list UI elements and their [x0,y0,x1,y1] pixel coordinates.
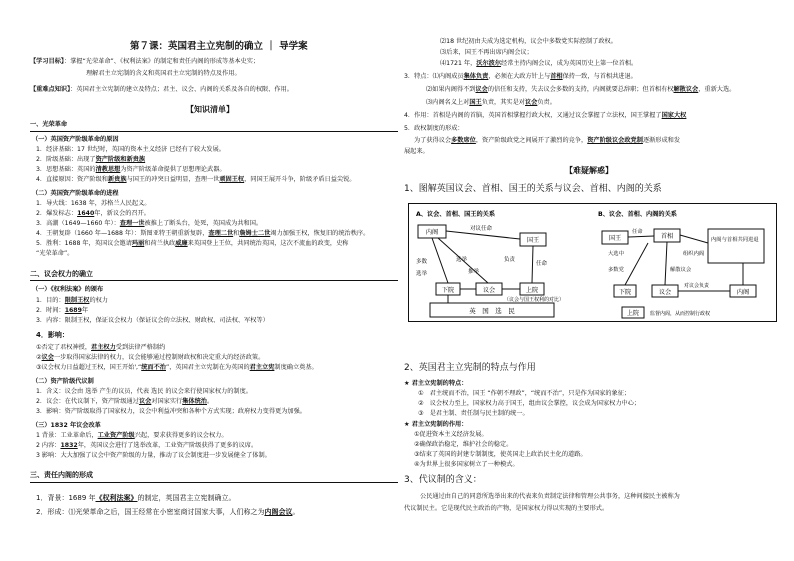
rep-2-d: 集体统治 [182,398,207,405]
effect-2: ②确保政治稳定，维护社会的稳定。 [414,441,513,448]
bill-time-b: 1689 [64,307,82,314]
b-label-appoint: 任命 [632,229,643,235]
process-5-d: 威廉 [175,240,188,247]
a-arrow-king-cabinet [446,231,520,239]
party-e: 逐渐形成和发 [642,137,681,144]
bill-purpose-d: 的权力 [89,297,108,304]
b-label-supervise: 监督内阁，从而控制行政权 [650,311,711,317]
feature-1-c: ，必须在大政方针上与 [488,73,551,80]
cause-2-c: 新贵族 [126,156,146,163]
impact-3-e: 制度确立奠基。 [274,364,318,371]
process-4-c: 和 [233,230,240,237]
cause-4-e: ，同国王展开斗争，阶级矛盾日益尖锐。 [244,176,356,183]
effects-heading: ★ 君主立宪制的作用： [404,421,468,428]
process-2 [36,210,150,218]
cause-2 [36,156,145,164]
a-label-appoint2: 任命 [536,261,548,267]
cabinet-bg-c: 的制定，英国君主立宪制确立。 [137,494,236,502]
impact-2-c: 一步取得国家法律的权力，议会能够通过控制财政权和决定重大的经济政策。 [53,354,265,361]
bill-content: 3．内容：限制王权，保证议会权力（保证议会的立法权、财政权、司法权、军权等） [36,317,269,324]
feature-3-d: 议会 [525,99,538,106]
process-5-a: 5．胜利：1688 年，英国议会邀请 [36,240,132,247]
rep-2-c: 对国家实行 [151,398,183,405]
left-column [30,0,398,561]
feature-2 [426,86,735,94]
question-3: 3、代议制的含义： [404,475,482,485]
cabinet-background [36,494,236,502]
feature-1 [404,73,637,81]
reform-1 [36,432,228,440]
a-note: （议会与国王权利的对比） [504,297,565,303]
feature-3-a: ⑶内阁名义上对 [426,99,470,106]
reform-1-a: 1 背景：工业革命后， [36,432,98,439]
party-system-line2: 展起来。 [404,148,429,155]
difficulty-heading: 【难疑解惑】 [565,166,613,175]
key-label: 【重难点知识】 [30,86,71,93]
rep-1: 1．含义：议会由 选举 产生的议员，代表 选民 的议会来行使国家权力的制度。 [36,388,252,395]
b-label-responsible: 对议会负责 [684,283,710,289]
a-voters-label: 英 国 选 民 [469,307,515,315]
role-b: 国家大权 [661,112,687,119]
bill-impact-heading: 4．影响： [36,331,69,339]
formation-4-a: ⑷1721 年， [440,60,477,67]
b-label-dissolve: 解散议会 [670,267,692,273]
party-system-head: 5．政权制度的形成： [404,125,464,132]
diagram-a-title: A、议会、首相、国王的关系 [416,211,496,218]
feature-2-b: 议会 [475,86,488,93]
bill-time [36,307,88,315]
feature-2-d: 解散议会 [673,86,699,93]
process-4-e: 竭力加强王权，恢复旧的统治秩序。 [270,230,370,237]
goals-label: 【学习目标】 [30,58,65,65]
a-lords-label: 上院 [525,287,539,294]
process-5-cont: “光荣革命”。 [36,250,74,257]
cause-4-c: 与国王的冲突日益明显，查理一世 [126,176,220,183]
feature-1-d: 首相 [550,73,563,80]
feature-3-c: 负责，其实是对 [481,99,525,106]
b-pm-label: 首相 [660,233,674,240]
impact-2 [36,354,264,362]
cause-2-a: 2．阶级基础：出现了 [36,156,96,163]
impact-3 [36,364,318,372]
b-cabinet-note-box [708,229,764,263]
meaning-line1: 公民通过由自己的同意所选举出来的代表来负责制定法律和管理公共事务，这种间接民主被称为 [420,493,680,500]
cause-3 [36,166,226,174]
section3-divider [30,482,398,483]
b-label-majority: 多数党 [608,267,624,273]
b-parliament-label: 议会 [658,289,672,296]
a-arrow-king-lords [532,246,533,283]
feature-3 [426,99,556,107]
trait-1: ① 君主统而不治，国王 “作朝不理政”，“统而不治”，只是作为国家的象征； [418,390,631,397]
relationship-diagrams [408,203,778,323]
meaning-line2: 代议制民主。它是现代民主政治的产物，是国家权力得以实现的主要形式。 [404,505,609,512]
party-a: 为了获得议会 [414,137,452,144]
effect-3: ③结束了英国的封建专制制度，使英国走上政治民主化的道路。 [414,451,587,458]
impact-3-d: 君主立宪 [249,364,275,371]
cabinet-bg-a: 1．背景：1689 年 [36,494,96,502]
rep-2-e: 。 [207,398,214,405]
impact-1-c: 受到法律严格制约 [115,344,166,351]
question-1: 1、图解英国议会、首相、国王的关系与议会、首相、内阁的关系 [404,184,662,194]
feature-3-e: 负责。 [537,99,556,106]
impact-1-b: 君主权力 [91,344,116,351]
section2-sub1: （一）《权利法案》的颁布 [32,286,104,293]
a-king-label: 国王 [526,237,540,244]
a-label-elect: 选举 [456,257,468,263]
feature-1-a: 3．特点：⑴内阁成员 [404,73,464,80]
section1-heading: 一、光荣革命 [30,121,68,128]
feature-2-c: 的信任和支持，失去议会多数的支持，内阁就要总辞职；但首相有权 [487,86,674,93]
a-cabinet-label: 内阁 [425,229,439,236]
cabinet-form-b: 内阁会议 [264,508,293,516]
bill-purpose-a: 1．目的： [36,297,65,304]
b-arrow-king-pm [628,236,654,237]
b-arrow-pm-parl [665,242,667,285]
feature-3-b: 国王 [469,99,482,106]
process-3-c: 被推上了断头台，处死，英国成为共和国。 [144,220,263,227]
impact-2-a: ② [36,354,42,361]
bill-time-a: 2．时间： [36,307,65,314]
cause-3-b: 清教思想 [95,166,121,173]
party-b: 多数席位 [451,137,476,144]
process-4 [36,230,369,238]
reform-2-c: 年，英国议会进行了选举改革，工业资产阶级获得了更多的议席。 [77,442,258,449]
bill-time-c: 年 [81,307,89,314]
cabinet-formation [36,508,299,516]
bill-purpose-c: 王权 [77,297,90,304]
reform-2-a: 2 内容： [36,442,61,449]
reform-2 [36,442,257,450]
formation-4 [440,60,637,68]
b-cabinet-note: 内阁与首相共同进退 [711,237,759,243]
formation-4-c: 经常主持内阁会议，成为英国历史上第一位首相。 [501,60,638,67]
formation-2: ⑵18 世纪初由夫成为选定机构，议会中多数党实际控制了政权。 [440,38,617,45]
features-heading: ★ 君主立宪制的特点： [404,380,468,387]
cause-4 [36,176,356,184]
rep-2-a: 2．议会：在代议制下，资产阶级通过 [36,398,139,405]
party-c: ，资产阶级政党之间展开了激烈的竞争， [475,137,588,144]
feature-1-e: 保持一致，与首相共进退。 [562,73,637,80]
b-label-election: 大选中 [608,251,624,257]
section1-sub2: （二）英国资产阶级革命的进程 [32,190,119,197]
process-4-a: 4．王朝复辟（1660 年—1688 年）：斯图亚特王朝重新复辟， [36,230,209,237]
party-d: 资产阶级议会政党制 [587,137,643,144]
impact-3-a: ③议会权力日益超过王权，国王开始',“ [36,364,142,371]
feature-2-e: ，重新大选。 [698,86,736,93]
section3-heading: 三、责任内阁的形成 [30,471,93,479]
section1-divider [30,131,398,132]
reform-3: 3 影响：大大加强了议会中资产阶级的力量，推动了议会制度进一步发展健全了体制。 [36,452,271,459]
rep-3: 3．影响：资产阶级取得了国家权力，议会中利益冲突和各种个方式实现；政府权力变得更为加强。 [36,408,306,415]
trait-2: ② 议会权力至上，国家权力高于国王，组由议会掌控，议会成为国家权力中心； [418,400,641,407]
rep-2-b: 议会 [138,398,152,405]
feature-2-a: ⑵如果内阁得不到 [426,86,476,93]
cause-2-b: 资产阶级和 [95,156,127,163]
process-1: 1．导火线：1638 年，苏格兰人民起义。 [36,200,151,207]
impact-2-b: 议会 [41,354,54,361]
process-5-e: 来英国登上王位，共同统治英国，这次不流血的政变，史称 [187,240,349,247]
cabinet-bg-b: 《权利法案》 [95,494,138,502]
cause-3-c: 为资产阶级革命提供了思想理论武器。 [120,166,226,173]
section2-heading: 二、议会权力的确立 [30,270,93,278]
a-commons-label: 下院 [441,287,455,294]
impact-1 [36,344,165,352]
a-label-nominate: 推举 [468,269,480,275]
bill-purpose-b: 限制 [64,297,78,304]
reform-2-b: 1832 [60,442,78,449]
trait-3: ③ 是君主制、责任制与民主制的统一。 [418,410,529,417]
b-arrow-pm-commons [625,243,648,285]
cause-4-b: 新贵族 [108,176,127,183]
cabinet-form-a: 2．形成：⑴光荣革命之后，国王经常在小密室商讨国家大事，人们称之为 [36,508,265,516]
a-label-responsible: 负责 [504,257,516,263]
cause-4-d: 顽固王权 [219,176,245,183]
effect-4: ④为世界上很多国家树立了一种模式。 [414,461,519,468]
cabinet-form-c: 。 [292,508,300,516]
process-5 [36,240,348,248]
reform-1-b: 工业资产阶级 [97,432,135,439]
process-5-c: 和荷兰执政 [144,240,176,247]
goals-line2: 理解君主立宪制的含义和英国君主立宪制的特点及作用。 [86,70,241,77]
cause-4-a: 4．直接原因：资产阶级和 [36,176,108,183]
cause-1: 1．经济基础：17 世纪时，英国的资本主义经济 已经有了较大发展。 [36,146,225,153]
impact-3-b: 统而不治 [141,364,166,371]
process-2-c: 年，新议会的召开。 [94,210,150,217]
feature-1-b: 集体负责 [463,73,489,80]
goals-line1: ：掌握“光荣革命”、《权利法案》的制定和责任内阁的形成等基本史实； [64,58,260,65]
reform-1-c: 兴起，要求获得更多的议会权力。 [134,432,228,439]
b-arrow-pm-cabinet [680,235,708,243]
section1-sub1: （一）英国资产阶级革命的原因 [32,136,119,143]
right-column [404,0,774,561]
a-label-appoint1: 对议任命 [470,226,493,232]
role-line [404,112,686,120]
effect-1: ①促进资本主义经济发展。 [414,431,488,438]
process-3-a: 3．高潮（1649—1660 年）： [36,220,120,227]
b-lords-label: 上院 [626,310,640,317]
formation-4-b: 沃尔波尔 [476,60,502,67]
formation-3: ⑶后来，国王不再出席内阁会议； [440,49,533,56]
section2-sub3: （三）1832 年议会改革 [32,422,101,429]
knowledge-heading: 【知识清单】 [186,105,234,114]
process-5-b: 玛丽 [131,240,145,247]
section2-sub2: （二）资产阶级代议制 [32,378,94,385]
key-text: ：英国君主立宪制的建立及特点；君主、议会、内阁的关系及各自的权限、作用。 [70,86,293,93]
b-commons-label: 下院 [618,289,632,296]
page-title: 第７课：英国君主立宪制的确立 ｜ 导学案 [130,41,308,52]
process-2-a: 2．爆发标志： [36,210,78,217]
a-parliament-label: 议会 [482,287,496,294]
a-label-majority: 多数 [416,259,428,265]
role-a: 4．作用：首相是内阁的首脑，英国首相掌握行政大权，又通过议会掌握了立法权，国王掌握了 [404,112,662,119]
rep-2 [36,398,213,406]
impact-3-c: ”，英国君主立宪制在为英国的 [165,364,250,371]
diagram-b-title: B、议会、首相、内阁的关系 [598,211,677,218]
process-3 [36,220,262,228]
b-cabinet-label: 内阁 [736,289,750,296]
section2-divider [30,280,398,281]
party-system-line1 [414,137,680,145]
learning-goals [30,58,259,66]
a-label-elect2: 选举 [416,271,428,277]
impact-1-a: ①否定了君权神授， [36,344,92,351]
b-label-organize: 组织内阁 [683,251,705,257]
key-points [30,86,293,94]
process-2-b: 1640 [77,210,95,217]
process-4-b: 查理二世 [208,230,234,237]
question-2: 2、英国君主立宪制的特点与作用 [404,363,536,373]
bill-purpose [36,297,108,305]
cause-3-a: 3．思想基础：英国的 [36,166,96,173]
process-3-b: 查理一世 [119,220,145,227]
process-4-d: 詹姆士二世 [239,230,271,237]
b-king-label: 国王 [608,235,622,242]
